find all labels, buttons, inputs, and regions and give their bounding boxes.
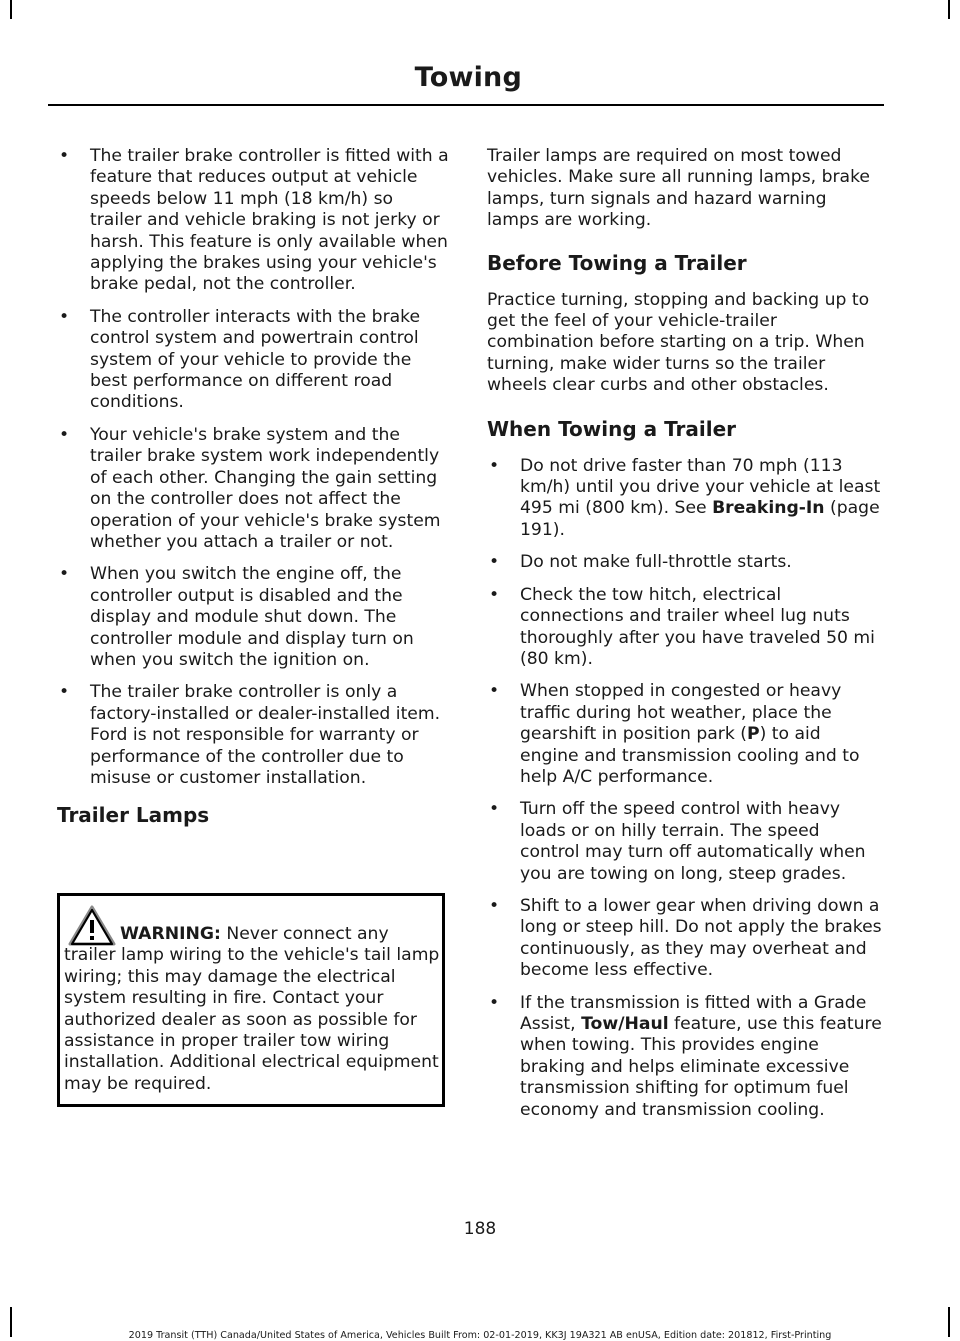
bullet-icon: •: [489, 584, 500, 605]
crop-mark-top-left: [10, 0, 12, 19]
page-number: 188: [463, 1219, 497, 1239]
trailer-lamps-heading: Trailer Lamps: [57, 803, 210, 828]
bullet-icon: •: [489, 681, 500, 702]
list-item: • The trailer brake controller is only a factory-installed or dealer-installed item. Ford is not responsible for warranty or performance of the controller due to misuse or customer installation.: [59, 682, 441, 788]
list-item: • The controller interacts with the brake control system and powertrain control system of your vehicle to provide the best performance on different road conditions.: [59, 306, 421, 413]
list-item: • Do not make full-throttle starts.: [489, 552, 792, 573]
towing-bullet-list: [487, 456, 882, 1121]
list-item: • Shift to a lower gear when driving down a long or steep hill. Do not apply the brakes continuously, as they may overheat and become less effective.: [489, 895, 882, 981]
before-towing-heading: Before Towing a Trailer: [487, 250, 747, 275]
bullet-icon: •: [489, 455, 500, 476]
trailer-lamps-paragraph: Trailer lamps are required on most towed vehicles. Make sure all running lamps, brake lamps, turn signals and hazard warning lamps are working.: [487, 146, 871, 231]
list-item: • When you switch the engine off, the controller output is disabled and the display and module shut down. The controller module and display turn on when you switch the ignition on.: [59, 564, 414, 670]
right-column: [487, 146, 882, 1132]
when-towing-heading: When Towing a Trailer: [487, 416, 737, 441]
bullet-icon: •: [59, 564, 70, 585]
list-item: • Turn off the speed control with heavy loads or on hilly terrain. The speed control may turn off automatically when you are towing on long, steep grades.: [489, 799, 866, 884]
bullet-icon: •: [489, 895, 500, 916]
bullet-icon: •: [489, 992, 500, 1013]
before-towing-paragraph: Practice turning, stopping and backing up to get the feel of your vehicle-trailer combination before starting on a trip. When turning, make wider turns so the trailer wheels clear curbs and other obstacles.: [487, 289, 870, 396]
bullet-icon: •: [59, 146, 70, 166]
controller-bullet-list: [57, 146, 449, 789]
bullet-icon: •: [59, 682, 70, 703]
list-item: • If the transmission is fitted with a Grade Assist, Tow/Haul feature, use this feature when towing. This provides engine braking and helps eliminate excessive transmission shifting for optimum fuel economy and transmission cooling.: [489, 992, 882, 1120]
warning-box: [57, 893, 445, 1107]
list-item: • Your vehicle's brake system and the trailer brake system work independently of each other. Changing the gain setting on the controller does not affect the operation of your vehicle's brake system whether you attach a trailer or not.: [59, 424, 441, 552]
footer-edition-info: 2019 Transit (TTH) Canada/United States of America, Vehicles Built From: 02-01-2019, KK3J 19A321 AB enUSA, Edition date: 201812, First-Printing: [128, 1330, 832, 1341]
left-column: [57, 146, 449, 827]
crop-mark-top-right: [948, 0, 950, 19]
list-item: • When stopped in congested or heavy traffic during hot weather, place the gearshift in position park (P) to aid engine and transmission cooling and to help A/C performance.: [489, 681, 860, 787]
warning-text: WARNING: Never connect any trailer lamp wiring to the vehicle's tail lamp wiring; this may damage the electrical system resulting in fire. Contact your authorized dealer as soon as possible for assistance in proper trailer tow wiring installation. Additional electrical equipment may be required.: [64, 924, 440, 1094]
list-item: • Do not drive faster than 70 mph (113 km/h) until you drive your vehicle at least 495 mi (800 km). See Breaking-In (page 191).: [489, 455, 881, 540]
bullet-icon: •: [59, 306, 70, 327]
list-item: • The trailer brake controller is fitted with a feature that reduces output at vehicle speeds below 11 mph (18 km/h) so trailer and vehicle braking is not jerky or harsh. This feature is only available when applying the brakes using your vehicle's brake pedal, not the controller.: [59, 146, 449, 295]
warning-label: WARNING:: [120, 924, 221, 944]
list-item: • Check the tow hitch, electrical connections and trailer wheel lug nuts thoroughly after you have traveled 50 mi (80 km).: [489, 584, 875, 669]
bullet-icon: •: [489, 552, 500, 573]
bullet-icon: •: [489, 799, 500, 820]
breaking-in-link[interactable]: Breaking-In: [712, 498, 825, 519]
page-title: Towing: [414, 62, 522, 93]
bullet-icon: •: [59, 424, 70, 445]
header-divider: [48, 104, 884, 106]
